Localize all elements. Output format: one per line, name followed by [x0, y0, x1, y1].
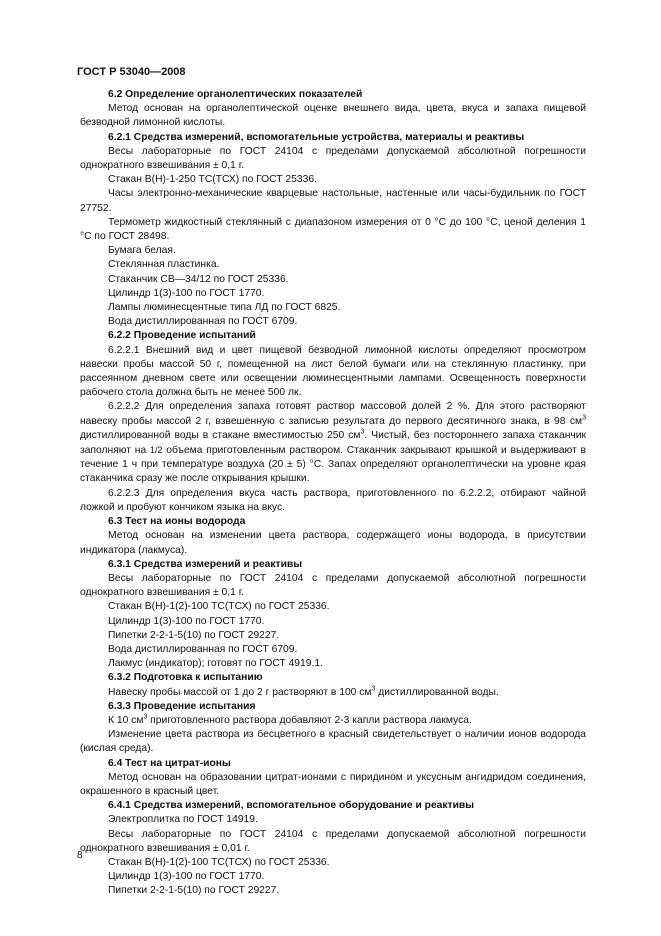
section-6-4-title: 6.4 Тест на цитрат-ионы	[108, 757, 231, 769]
document-header: ГОСТ Р 53040—2008	[77, 66, 186, 78]
list-item: Вода дистиллированная по ГОСТ 6709.	[108, 643, 298, 655]
list-item: Весы лабораторные по ГОСТ 24104 с пределами допускаемой абсолютной погрешности однократного взвешивания ± 0,1 г.	[80, 145, 586, 172]
list-item: Стакан В(Н)-1(2)-100 ТС(ТСХ) по ГОСТ 25336.	[108, 856, 330, 868]
list-item: Пипетки 2-2-1-5(10) по ГОСТ 29227.	[108, 885, 280, 897]
section-6-2-2-title: 6.2.2 Проведение испытаний	[108, 330, 256, 342]
list-item: Весы лабораторные по ГОСТ 24104 с пределами допускаемой абсолютной погрешности однократного взвешивания ± 0,1 г.	[80, 572, 586, 599]
section-6-4-1-title: 6.4.1 Средства измерений, вспомогательное оборудование и реактивы	[108, 800, 475, 812]
section-6-3-intro: Метод основан на изменении цвета раствора, содержащего ионы водорода, в присутствии индикатора (лакмуса).	[80, 530, 586, 556]
list-item: Термометр жидкостный стеклянный с диапазоном измерения от 0 °С до 100 °С, ценой деления 1 °С по ГОСТ 28498.	[80, 216, 586, 243]
paragraph-6-3-2: Навеску пробы массой от 1 до 2 г растворяют в 100 $см^3$ дистиллированной воды.	[108, 685, 499, 698]
paragraph-6-2-2-3: 6.2.2.3 Для определения вкуса часть раствора, приготовленного по 6.2.2.2, отбирают чайной ложкой и пробуют кончиком языка на вкус.	[80, 487, 586, 513]
section-6-4-intro: Метод основан на образовании цитрат-ионами с пиридином и уксусным ангидридом соединения, окрашенного в красный цвет.	[80, 771, 586, 797]
list-item: Стакан В(Н)-1-250 ТС(ТСХ) по ГОСТ 25336.	[108, 174, 317, 186]
section-6-3-title: 6.3 Тест на ионы водорода	[108, 516, 246, 528]
section-6-2-title: 6.2 Определение органолептических показателей	[108, 89, 363, 100]
list-item: Стеклянная пластинка.	[108, 259, 220, 271]
document-body	[80, 88, 586, 899]
section-6-2-intro: Метод основан на органолептической оценке внешнего вида, цвета, вкуса и запаха пищевой безводной лимонной кислоты.	[80, 103, 586, 129]
list-item: Электроплитка по ГОСТ 14919.	[108, 814, 258, 826]
list-item: Стаканчик СВ—34/12 по ГОСТ 25336.	[108, 273, 289, 285]
list-item: Цилиндр 1(3)-100 по ГОСТ 1770.	[108, 287, 265, 299]
page-number: 8	[77, 850, 83, 861]
list-item: Пипетки 2-2-1-5(10) по ГОСТ 29227.	[108, 629, 280, 641]
paragraph-6-3-3-1: К 10 $см^3$ приготовленного раствора добавляют 2-3 капли раствора лакмуса.	[108, 713, 472, 726]
section-6-3-1-title: 6.3.1 Средства измерений и реактивы	[108, 558, 303, 570]
section-6-3-3-title: 6.3.3 Проведение испытания	[108, 700, 256, 712]
list-item: Цилиндр 1(3)-100 по ГОСТ 1770.	[108, 615, 265, 627]
list-item: Весы лабораторные по ГОСТ 24104 с пределами допускаемой абсолютной погрешности однократного взвешивания ± 0,01 г.	[80, 828, 586, 854]
list-item: Лампы люминесцентные типа ЛД по ГОСТ 6825.	[108, 302, 341, 314]
paragraph-6-3-3-2: Изменение цвета раствора из бесцветного в красный свидетельствует о наличии ионов водорода (кислая среда).	[80, 729, 586, 755]
list-item: Часы электронно-механические кварцевые настольные, настенные или часы-будильник по ГОСТ 27752.	[80, 188, 586, 214]
paragraph-6-2-2-2: 6.2.2.2 Для определения запаха готовят раствор массовой долей 2 %. Для этого растворяют навеску пробы массой 2 г, взвешенную с записью результата до первого десятичного знака, в 98 $см^3$ дистиллированной воды в стакане вместимостью 250 $см^3$. Чистый, без постороннего запаха стаканчик заполняют на 1/2 объема приготовленным раствором. Стаканчик закрывают крышкой и выдерживают в течение 1 ч при температуре воздуха (20 ± 5) °С. Запах определяют органолептически на уровне края стаканчика сразу же после открывания крышки.	[80, 401, 586, 485]
list-item: Вода дистиллированная по ГОСТ 6709.	[108, 316, 298, 328]
list-item: Цилиндр 1(3)-100 по ГОСТ 1770.	[108, 871, 265, 883]
list-item: Бумага белая.	[108, 245, 176, 257]
list-item: Стакан В(Н)-1(2)-100 ТС(ТСХ) по ГОСТ 25336.	[108, 601, 330, 613]
section-6-3-2-title: 6.3.2 Подготовка к испытанию	[108, 672, 263, 684]
section-6-2-1-title: 6.2.1 Средства измерений, вспомогательные устройства, материалы и реактивы	[108, 131, 525, 143]
paragraph-6-2-2-1: 6.2.2.1 Внешний вид и цвет пищевой безводной лимонной кислоты определяют просмотром навески пробы массой 50 г, помещенной на лист белой бумаги или на стеклянную пластинку, при рассеянном дневном свете или освещении люминесцентными лампами. Освещенность поверхности рабочего стола должна быть не менее 500 лк.	[80, 344, 586, 399]
list-item: Лакмус (индикатор); готовят по ГОСТ 4919.1.	[108, 658, 323, 670]
